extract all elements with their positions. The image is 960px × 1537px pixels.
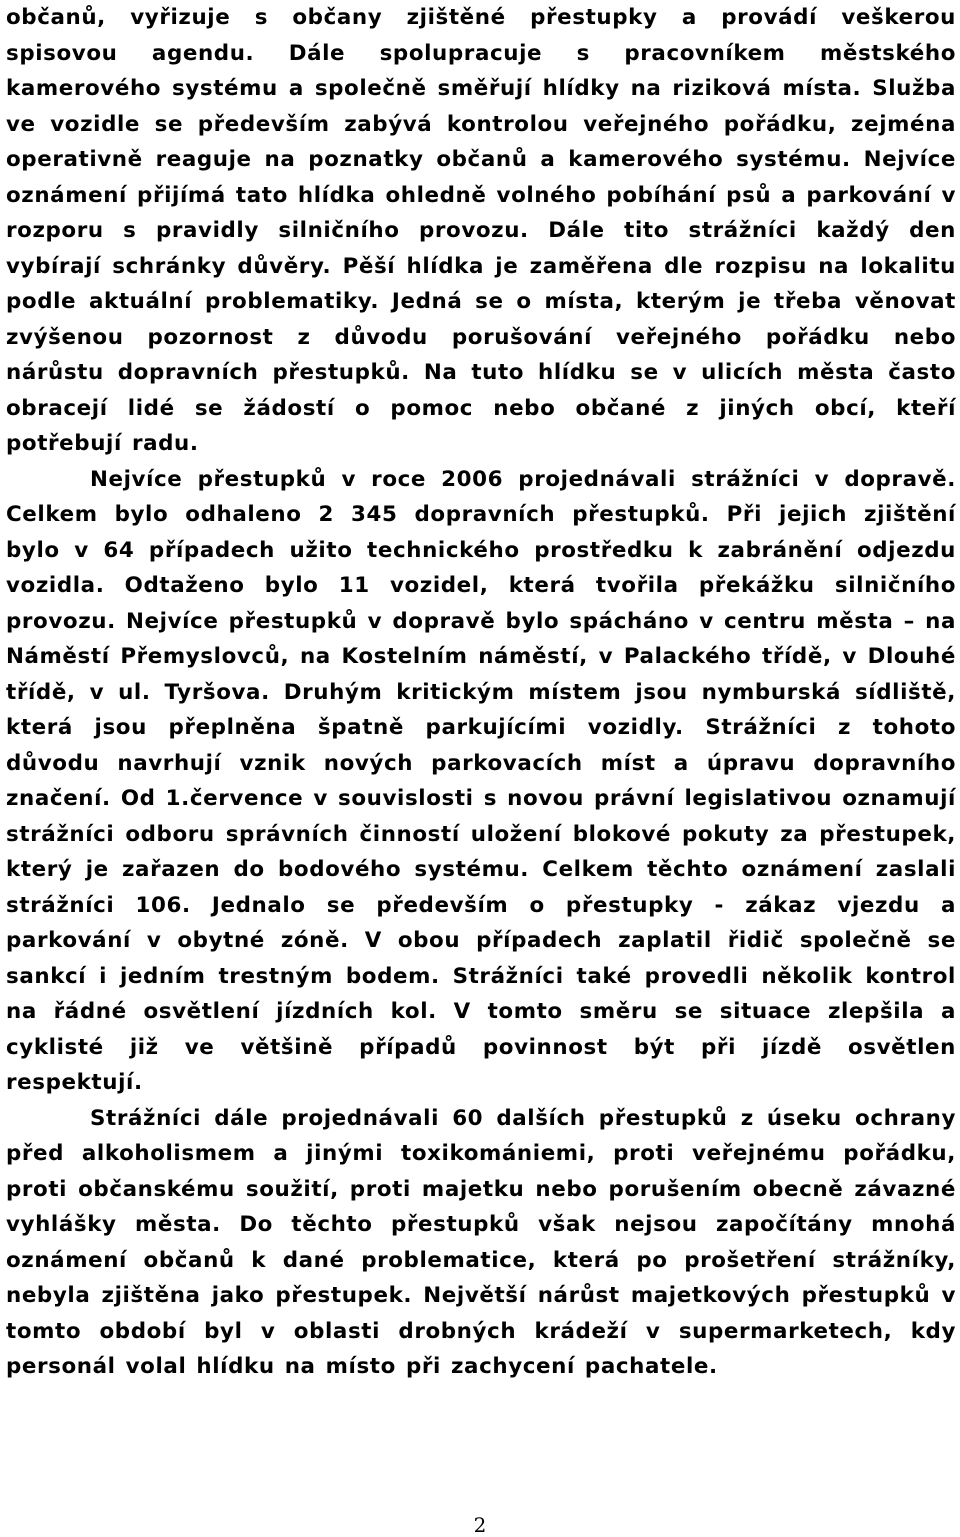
paragraph-traffic-offenses: Nejvíce přestupků v roce 2006 projednávali strážníci v dopravě. Celkem bylo odhaleno 2 345 dopravních přestupků. Při jejich zjištění bylo v 64 případech užito technického prostředku k zabránění odjezdu vozidla. Odtaženo bylo 11 vozidel, která tvořila překážku silničního provozu. Nejvíce přestupků v dopravě bylo spácháno v centru města – na Náměstí Přemyslovců, na Kostelním náměstí, v Palackého třídě, v Dlouhé třídě, v ul. Tyršova. Druhým kritickým místem jsou nymburská sídliště, která jsou přeplněna špatně parkujícími vozidly. Strážníci z tohoto důvodu navrhují vznik nových parkovacích míst a úpravu dopravního značení. Od 1.července v souvislosti s novou právní legislativou oznamují strážníci odboru správních činností uložení blokové pokuty za přestupek, který je zařazen do bodového systému. Celkem těchto oznámení zaslali strážníci 106. Jednalo se především o přestupky - zákaz vjezdu a parkování v obytné zóně. V obou případech zaplatil řidič společně se sankcí i jedním trestným bodem. Strážníci také provedli několik kontrol na řádné osvětlení jízdních kol. V tomto směru se situace zlepšila a cyklisté již ve většině případů povinnost být při jízdě osvětlen respektují. — [6, 466, 956, 1095]
body-text — [6, 0, 956, 1385]
paragraph-other-offenses: Strážníci dále projednávali 60 dalších přestupků z úseku ochrany před alkoholismem a jinými toxikomániemi, proti veřejnému pořádku, proti občanskému soužití, proti majetku nebo porušením obecně závazné vyhlášky města. Do těchto přestupků však nejsou započítány mnohá oznámení občanů k dané problematice, která po prošetření strážníky, nebyla zjištěna jako přestupek. Největší nárůst majetkových přestupků v tomto období byl v oblasti drobných krádeží v supermarketech, kdy personál volal hlídku na místo při zachycení pachatele. — [6, 1105, 956, 1379]
page-number: 2 — [473, 1513, 487, 1537]
paragraph-patrol-duties: občanů, vyřizuje s občany zjištěné přestupky a provádí veškerou spisovou agendu. Dále spolupracuje s pracovníkem městského kamerového systému a společně směřují hlídky na riziková místa. Služba ve vozidle se především zabývá kontrolou veřejného pořádku, zejména operativně reaguje na poznatky občanů a kamerového systému. Nejvíce oznámení přijímá tato hlídka ohledně volného pobíhání psů a parkování v rozporu s pravidly silničního provozu. Dále tito strážníci každý den vybírají schránky důvěry. Pěší hlídka je zaměřena dle rozpisu na lokalitu podle aktuální problematiky. Jedná se o místa, kterým je třeba věnovat zvýšenou pozornost z důvodu porušování veřejného pořádku nebo nárůstu dopravních přestupků. Na tuto hlídku se v ulicích města často obracejí lidé se žádostí o pomoc nebo občané z jiných obcí, kteří potřebují radu. — [6, 5, 956, 456]
